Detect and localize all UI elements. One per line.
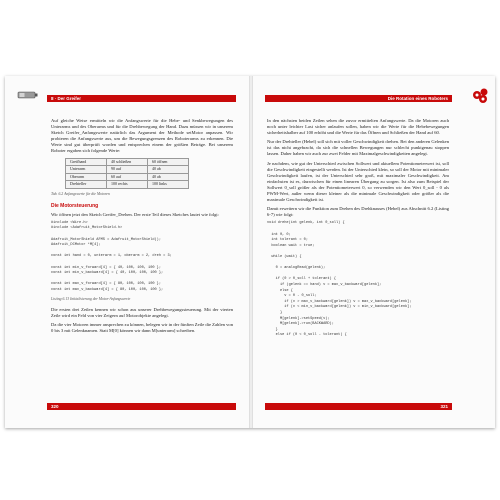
table-cell: Unterarm	[66, 166, 107, 174]
right-paragraph-2: Nur der Drehteller (Hebel) soll sich mit voller Geschwindigkeit drehen. Bei den anderen Gelenken ist das nicht angebracht, da sich die schnellen Bewegungen nur schlecht punktgenau stoppen lassen. Daher haben wir auch zur zwei Felder mit Maximalgeschwindigkeiten angelegt.	[267, 139, 449, 157]
code-line: if (0 > 0_soll + tolerant) {	[267, 277, 337, 282]
left-page-content	[51, 118, 233, 337]
right-paragraph-3: Je nachdem, wie gut der Unterschied zwischen Sollwert und aktuellem Potentiometerwert ist, soll die Geschwindigkeit eingestellt werden. Ist der Unterschied klein, so soll der Motor mit minimaler Geschwindigkeit laufen, ist der Unterschied sehr groß, mit maximaler Geschwindigkeit. Am einfachsten ist es, dazwischen für einen linearen Übergang zu sorgen. Ist also zum Beispiel der Sollwert 0_soll größer als der Potentiometerwert 0, so verwenden wir den Wert 0_soll - 0 als PWM-Wert, außer wenn dieser kleiner als die minimale Geschwindigkeit oder größer als die maximale Geschwindigkeit ist.	[267, 160, 449, 203]
code-line: M[gelenk]->setSpeed(v);	[267, 316, 330, 321]
code-line: #include <Wire.h>	[51, 220, 88, 225]
code-line: }	[267, 327, 278, 332]
table-caption: Tab. 6.2 Anfangswerte für die Motoren	[51, 191, 110, 196]
code-line: }	[267, 310, 283, 315]
left-paragraph-2: Wir öffnen jetzt den Sketch Greifer_Drehen. Der erste Teil dieses Sketches lautet wie folgt:	[51, 211, 219, 217]
right-page	[253, 76, 495, 428]
code-line: if (v < min_v_backward[gelenk]) v = min_v_backward[gelenk];	[267, 305, 412, 310]
code-line: Adafruit_MotorShield AFMS = Adafruit_MotorShield();	[51, 237, 161, 242]
code-line: else {	[267, 288, 293, 293]
right-page-content	[267, 118, 449, 341]
code-line: const int max_v_forward[4] = { 80, 100, 100, 100 };	[51, 282, 161, 287]
section-heading: Die Motorsteuerung	[51, 202, 99, 209]
table-cell: Drehteller	[66, 181, 107, 189]
right-page-footer	[265, 403, 452, 410]
listing-caption: Listing 6.13 Initialisierung der Motor-Anfangswerte	[51, 296, 131, 301]
right-paragraph-4: Damit erweitern wir die Funktion zum Drehen des Drehknauses (Hebel) aus Abschnitt 6.2 (Listing 6-7) wie folgt:	[267, 206, 449, 218]
left-page-header: 8 · Der Greifer	[47, 95, 236, 102]
code-line: int 0, 0;	[267, 232, 291, 237]
book-spread	[5, 76, 495, 428]
table-row	[66, 173, 189, 181]
code-line: Adafruit_DCMotor *M[4];	[51, 243, 101, 248]
table-cell: Greifhand	[66, 158, 107, 166]
table-cell: 60 öffnen	[148, 158, 189, 166]
table-cell: 100 links	[148, 181, 189, 189]
battery-icon	[17, 90, 39, 100]
right-paragraph-1: In den nächsten beiden Zeilen sehen die zuvor ermittelten Anfangswerte. Da die Motoren auch noch unter leichter Last sicher anlaufen sollen, haben wir die Werte für die Hebebewegungen sicherheitshalber auf 100 erhöht und die Werte für das Öffnen und Schließen der Hand auf 60.	[267, 118, 449, 136]
code-line: const int min_v_backward[4] = { 40, 100, 100, 100 };	[51, 271, 164, 276]
code-line: const int hand = 0, unterarm = 1, oberarm = 2, dreh = 3;	[51, 254, 172, 259]
code-line: v = 0 - 0_soll;	[267, 294, 317, 299]
table-row	[66, 166, 189, 174]
code-line: int tolerant = 0;	[267, 238, 308, 243]
code-line: if (gelenk == hand) v = max_v_backward[gelenk];	[267, 282, 382, 287]
left-paragraph-3: Die ersten drei Zeilen kennen wir schon aus unserer Drehbewegungssteuerung. Mit der vierten Zeile wird ein Feld von vier Zeigern auf Motorobjekte angelegt.	[51, 306, 233, 318]
code-line: else if (0 < 0_soll - tolerant) {	[267, 333, 347, 338]
table-cell: Oberarm	[66, 173, 107, 181]
table-cell: 100 rechts	[107, 181, 148, 189]
table-cell: 40 ab	[148, 173, 189, 181]
left-paragraph-4: Da die vier Motoren immer ansprechen zu können, belegen wir in der fünften Zeile die Zahlen von 0 bis 3 mit Gelenknamen. Statt M[0] können wir dann M[unterarm] schreiben.	[51, 321, 233, 333]
table-cell: 40 ab	[148, 166, 189, 174]
code-line: const int max_v_backward[4] = { 80, 100, 100, 100 };	[51, 287, 164, 292]
code-listing-left	[51, 221, 233, 294]
table-row	[66, 181, 189, 189]
right-page-header: Die Rotation eines Roboters	[265, 95, 452, 102]
left-page-footer	[47, 403, 236, 410]
code-line: void drehe(int gelenk, int 0_soll) {	[267, 221, 345, 226]
table-row	[66, 158, 189, 166]
code-line: while (wait) {	[267, 254, 302, 259]
code-listing-right	[267, 221, 449, 338]
table-cell: 60 auf	[107, 173, 148, 181]
page-number-right: 321	[440, 404, 448, 409]
left-page	[5, 76, 249, 428]
table-cell: 40 schließen	[107, 158, 148, 166]
code-line: const int min_v_forward[4] = { 40, 100, 100, 100 };	[51, 265, 161, 270]
left-intro-paragraph: Auf gleiche Weise ermitteln wir die Anfangswerte für die Hebe- und Senkbewegungen des Unterarms und des Oberarms und für die Drehbewegung der Hand. Dazu müssen wir in unserem Sketch Greifer_Anfangswerte natürlich das Argument der Methode setMotor anpassen. Wir probieren die Anfangswerte aus, um die Bewegungsgrenzen des Roboterarms zu erkennen. Die Werte sind gut überprüft worden und entsprechen einem der größten Beträge. Bei unserem Roboter ergaben sich folgende Werte:	[51, 118, 233, 154]
page-number-left: 320	[51, 404, 59, 409]
robot-logo-icon	[471, 86, 491, 106]
code-line: 0 = analogRead(gelenk);	[267, 266, 326, 271]
code-line: #include <Adafruit_MotorShield.h>	[51, 226, 123, 231]
table-cell: 90 auf	[107, 166, 148, 174]
motor-values-table	[65, 158, 189, 189]
code-line: M[gelenk]->run(BACKWARD);	[267, 322, 334, 327]
code-line: boolean wait = true;	[267, 243, 315, 248]
code-line: if (v > max_v_backward[gelenk]) v = max_v_backward[gelenk];	[267, 299, 412, 304]
